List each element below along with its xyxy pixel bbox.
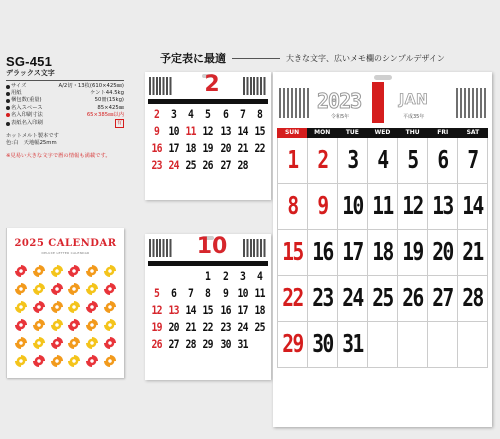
day-cell: 27 bbox=[220, 158, 231, 172]
day-cell bbox=[458, 276, 488, 322]
day-cell: 3 bbox=[171, 107, 177, 121]
spec-note bbox=[6, 133, 124, 147]
day-cell bbox=[278, 322, 308, 368]
weekday-label: THU bbox=[405, 129, 420, 136]
calendar-sheet-january bbox=[273, 72, 492, 427]
year-label: 2023 bbox=[317, 89, 362, 113]
day-number: 18 bbox=[372, 237, 393, 266]
day-number: 1 bbox=[287, 145, 298, 174]
day-cell: 22 bbox=[202, 320, 214, 334]
day-cell: 24 bbox=[237, 320, 248, 334]
day-cell: 11 bbox=[254, 286, 265, 300]
headline-rule bbox=[232, 58, 280, 59]
day-cell bbox=[398, 230, 428, 276]
day-number: 26 bbox=[402, 283, 423, 312]
day-cell bbox=[368, 276, 398, 322]
day-number: 8 bbox=[287, 191, 298, 220]
flower-icon bbox=[15, 283, 27, 295]
day-cell bbox=[308, 230, 338, 276]
day-number: 15 bbox=[282, 237, 303, 266]
day-cell: 4 bbox=[188, 107, 194, 121]
day-cell: 2 bbox=[154, 107, 160, 121]
day-cell bbox=[398, 138, 428, 184]
weekday-bar bbox=[148, 99, 268, 104]
day-cell bbox=[458, 138, 488, 184]
day-cell: 22 bbox=[254, 141, 265, 155]
day-cell: 25 bbox=[254, 320, 265, 334]
flower-icon bbox=[15, 265, 27, 277]
day-cell: 9 bbox=[222, 286, 228, 300]
day-cell bbox=[338, 322, 368, 368]
cover-caption: DELUXE LETTER CALENDAR bbox=[41, 251, 90, 255]
day-cell: 8 bbox=[205, 286, 211, 300]
day-cell bbox=[166, 174, 181, 190]
day-cell: 27 bbox=[168, 337, 179, 351]
day-cell bbox=[252, 157, 267, 173]
prev-month-mini bbox=[279, 88, 309, 118]
flower-icon bbox=[33, 301, 45, 313]
day-cell: 9 bbox=[154, 124, 160, 138]
month-header bbox=[145, 234, 271, 261]
month-header bbox=[145, 72, 271, 99]
day-cell bbox=[308, 322, 338, 368]
calendar-sheet-february bbox=[145, 72, 271, 200]
day-number: 20 bbox=[432, 237, 453, 266]
day-cell: 6 bbox=[222, 107, 228, 121]
day-number: 2 bbox=[317, 145, 328, 174]
headline bbox=[160, 50, 495, 66]
flower-icon bbox=[104, 337, 116, 349]
day-cell bbox=[428, 184, 458, 230]
day-number: 3 bbox=[347, 145, 358, 174]
flower-icon bbox=[15, 319, 27, 331]
flower-icon bbox=[68, 283, 80, 295]
day-cell: 4 bbox=[256, 269, 262, 283]
day-number: 13 bbox=[432, 191, 453, 220]
flower-icon bbox=[33, 355, 45, 367]
day-cell: 20 bbox=[220, 141, 231, 155]
day-cell: 15 bbox=[202, 303, 214, 317]
day-cell bbox=[338, 276, 368, 322]
day-cell: 2 bbox=[222, 269, 228, 283]
day-cell bbox=[338, 138, 368, 184]
calendar-sheet-october bbox=[145, 234, 271, 380]
flower-icon bbox=[104, 355, 116, 367]
day-grid bbox=[277, 138, 488, 368]
day-cell bbox=[184, 174, 199, 190]
day-cell: 3 bbox=[239, 269, 245, 283]
day-grid bbox=[148, 268, 268, 352]
era-month-label: 平成35年 bbox=[403, 114, 425, 120]
day-cell bbox=[428, 230, 458, 276]
day-cell bbox=[458, 322, 488, 368]
flower-icon bbox=[68, 265, 80, 277]
day-cell bbox=[458, 184, 488, 230]
flower-icon bbox=[104, 283, 116, 295]
day-cell: 5 bbox=[205, 107, 211, 121]
flower-icon bbox=[68, 337, 80, 349]
day-cell: 21 bbox=[237, 141, 248, 155]
day-cell bbox=[149, 174, 164, 190]
day-cell: 10 bbox=[168, 124, 179, 138]
day-cell: 31 bbox=[237, 337, 248, 351]
day-cell: 10 bbox=[237, 286, 248, 300]
month-number-bar bbox=[372, 82, 384, 123]
day-cell bbox=[218, 174, 233, 190]
day-cell: 13 bbox=[220, 124, 231, 138]
day-cell: 14 bbox=[185, 303, 196, 317]
day-cell: 23 bbox=[151, 158, 162, 172]
day-cell: 28 bbox=[237, 158, 248, 172]
flower-icon bbox=[86, 337, 98, 349]
flower-icon bbox=[86, 265, 98, 277]
day-number: 10 bbox=[342, 191, 363, 220]
headline-subtitle: 大きな文字、広いメモ欄のシンプルデザイン bbox=[286, 53, 445, 63]
month-header bbox=[273, 72, 492, 128]
day-cell: 17 bbox=[168, 141, 179, 155]
day-number: 24 bbox=[342, 283, 363, 312]
spec-label: 梱包数(重量) bbox=[6, 97, 42, 104]
day-cell: 11 bbox=[185, 124, 196, 138]
day-cell bbox=[428, 276, 458, 322]
flower-icon bbox=[15, 301, 27, 313]
spec-rows bbox=[6, 83, 124, 128]
day-cell bbox=[184, 268, 199, 284]
weekday-label: MON bbox=[314, 129, 331, 136]
spec-label: サイズ bbox=[6, 83, 26, 90]
day-number: 30 bbox=[312, 329, 333, 358]
weekday-label: FRI bbox=[437, 129, 449, 136]
flower-icon bbox=[33, 319, 45, 331]
flower-icon bbox=[51, 355, 63, 367]
spec-value: 85×425㎜ bbox=[97, 104, 124, 111]
spec-row bbox=[6, 119, 124, 128]
day-number: 14 bbox=[462, 191, 483, 220]
day-cell: 26 bbox=[151, 337, 162, 351]
day-number: 28 bbox=[462, 283, 483, 312]
flower-pattern bbox=[7, 255, 124, 367]
flower-icon bbox=[51, 301, 63, 313]
spec-label: 名入印刷寸法 bbox=[6, 112, 43, 119]
day-cell: 5 bbox=[154, 286, 160, 300]
day-number: 21 bbox=[462, 237, 483, 266]
day-number: 5 bbox=[407, 145, 418, 174]
day-cell: 12 bbox=[151, 303, 162, 317]
headline-title: 予定表に最適 bbox=[160, 52, 226, 65]
day-cell bbox=[252, 174, 267, 190]
spec-value: ケント44.5kg bbox=[90, 90, 124, 97]
day-cell: 14 bbox=[237, 124, 248, 138]
day-cell: 19 bbox=[202, 141, 214, 155]
flower-icon bbox=[33, 265, 45, 277]
day-cell: 26 bbox=[202, 158, 214, 172]
day-cell: 7 bbox=[239, 107, 245, 121]
day-cell bbox=[166, 268, 181, 284]
day-cell: 29 bbox=[202, 337, 214, 351]
day-cell bbox=[278, 276, 308, 322]
flower-icon bbox=[104, 301, 116, 313]
day-cell bbox=[278, 138, 308, 184]
day-cell: 16 bbox=[220, 303, 231, 317]
day-cell bbox=[278, 230, 308, 276]
spec-label: 表紙名入印刷 bbox=[6, 119, 43, 128]
day-cell bbox=[338, 184, 368, 230]
next-month-mini bbox=[456, 88, 486, 118]
weekday-header bbox=[277, 128, 488, 138]
flower-icon bbox=[51, 265, 63, 277]
product-name: デラックス文字 bbox=[6, 68, 124, 81]
flower-icon bbox=[33, 337, 45, 349]
day-cell bbox=[458, 230, 488, 276]
day-cell bbox=[252, 336, 267, 352]
spec-row bbox=[6, 105, 124, 112]
day-number: 27 bbox=[432, 283, 453, 312]
cover-image bbox=[6, 228, 124, 378]
day-number: 17 bbox=[342, 237, 363, 266]
flower-icon bbox=[86, 301, 98, 313]
day-cell bbox=[428, 322, 458, 368]
day-cell: 15 bbox=[254, 124, 265, 138]
day-cell: 21 bbox=[185, 320, 196, 334]
month-number: 2 bbox=[204, 72, 220, 97]
day-cell bbox=[235, 174, 250, 190]
day-cell: 13 bbox=[168, 303, 179, 317]
spec-row bbox=[6, 112, 124, 119]
day-cell: 1 bbox=[205, 269, 211, 283]
weekday-bar bbox=[148, 261, 268, 266]
day-cell: 8 bbox=[256, 107, 262, 121]
prev-month-mini bbox=[149, 239, 173, 257]
day-cell bbox=[368, 138, 398, 184]
day-number: 19 bbox=[402, 237, 423, 266]
day-number: 22 bbox=[282, 283, 303, 312]
weekday-label: WED bbox=[374, 129, 391, 136]
day-cell: 18 bbox=[254, 303, 265, 317]
flower-icon bbox=[86, 283, 98, 295]
flower-icon bbox=[86, 319, 98, 331]
day-number: 29 bbox=[282, 329, 303, 358]
day-cell: 28 bbox=[185, 337, 196, 351]
month-number: 10 bbox=[196, 234, 228, 259]
day-cell bbox=[368, 230, 398, 276]
spec-label: 名入スペース bbox=[6, 105, 43, 112]
day-cell bbox=[428, 138, 458, 184]
day-number: 6 bbox=[437, 145, 448, 174]
day-cell bbox=[398, 184, 428, 230]
flower-icon bbox=[51, 283, 63, 295]
spec-warning: ※見易い大きな文字で暦の情報も満載です。 bbox=[6, 152, 111, 159]
flower-icon bbox=[104, 265, 116, 277]
spec-note-line2: 色:白 天地幅25mm bbox=[6, 140, 57, 147]
day-cell: 19 bbox=[151, 320, 162, 334]
weekday-label: SUN bbox=[277, 128, 307, 138]
day-cell: 17 bbox=[237, 303, 248, 317]
flower-icon bbox=[68, 355, 80, 367]
spec-value: 有 bbox=[115, 119, 124, 128]
day-cell bbox=[368, 322, 398, 368]
day-cell bbox=[398, 322, 428, 368]
day-cell bbox=[149, 268, 164, 284]
flower-icon bbox=[51, 319, 63, 331]
day-cell: 12 bbox=[202, 124, 214, 138]
flower-icon bbox=[68, 319, 80, 331]
day-cell bbox=[398, 276, 428, 322]
flower-icon bbox=[33, 283, 45, 295]
day-number: 12 bbox=[402, 191, 423, 220]
month-name: JAN bbox=[399, 92, 429, 108]
cover-title: 2025 CALENDAR bbox=[14, 238, 117, 249]
day-cell: 30 bbox=[220, 337, 231, 351]
day-number: 9 bbox=[317, 191, 328, 220]
day-number: 4 bbox=[377, 145, 388, 174]
spec-value: 50冊(15kg) bbox=[94, 97, 124, 104]
day-number: 16 bbox=[312, 237, 333, 266]
day-number: 25 bbox=[372, 283, 393, 312]
flower-icon bbox=[51, 337, 63, 349]
day-cell bbox=[308, 138, 338, 184]
product-code: SG-451 bbox=[6, 54, 53, 69]
day-cell bbox=[308, 276, 338, 322]
era-label: 令和5年 bbox=[331, 114, 350, 120]
weekday-label: TUE bbox=[345, 129, 359, 136]
day-cell: 18 bbox=[185, 141, 196, 155]
day-number: 31 bbox=[342, 329, 363, 358]
day-number: 23 bbox=[312, 283, 333, 312]
day-cell: 24 bbox=[168, 158, 179, 172]
spec-note-line1: ホットメルト製本です bbox=[6, 133, 59, 140]
spec-label: 用紙 bbox=[6, 90, 22, 97]
day-cell: 20 bbox=[168, 320, 179, 334]
flower-icon bbox=[104, 319, 116, 331]
day-grid bbox=[148, 106, 268, 190]
day-number: 7 bbox=[467, 145, 478, 174]
day-cell bbox=[308, 184, 338, 230]
day-cell: 25 bbox=[185, 158, 196, 172]
day-cell: 16 bbox=[151, 141, 162, 155]
spec-value: 65×385㎜以内 bbox=[86, 111, 124, 118]
day-cell: 23 bbox=[220, 320, 231, 334]
flower-icon bbox=[86, 355, 98, 367]
spec-row bbox=[6, 97, 124, 104]
spec-block bbox=[6, 55, 124, 160]
day-cell: 7 bbox=[188, 286, 194, 300]
prev-month-mini bbox=[149, 77, 173, 95]
flower-icon bbox=[68, 301, 80, 313]
spec-value: A/2切・13枚(610×425㎜) bbox=[58, 83, 124, 89]
day-number: 11 bbox=[372, 191, 393, 220]
day-cell bbox=[338, 230, 368, 276]
day-cell: 6 bbox=[171, 286, 177, 300]
weekday-label: SAT bbox=[466, 129, 480, 136]
day-cell bbox=[278, 184, 308, 230]
flower-icon bbox=[15, 355, 27, 367]
next-month-mini bbox=[243, 239, 267, 257]
day-cell bbox=[368, 184, 398, 230]
flower-icon bbox=[15, 337, 27, 349]
next-month-mini bbox=[243, 77, 267, 95]
day-cell bbox=[201, 174, 216, 190]
